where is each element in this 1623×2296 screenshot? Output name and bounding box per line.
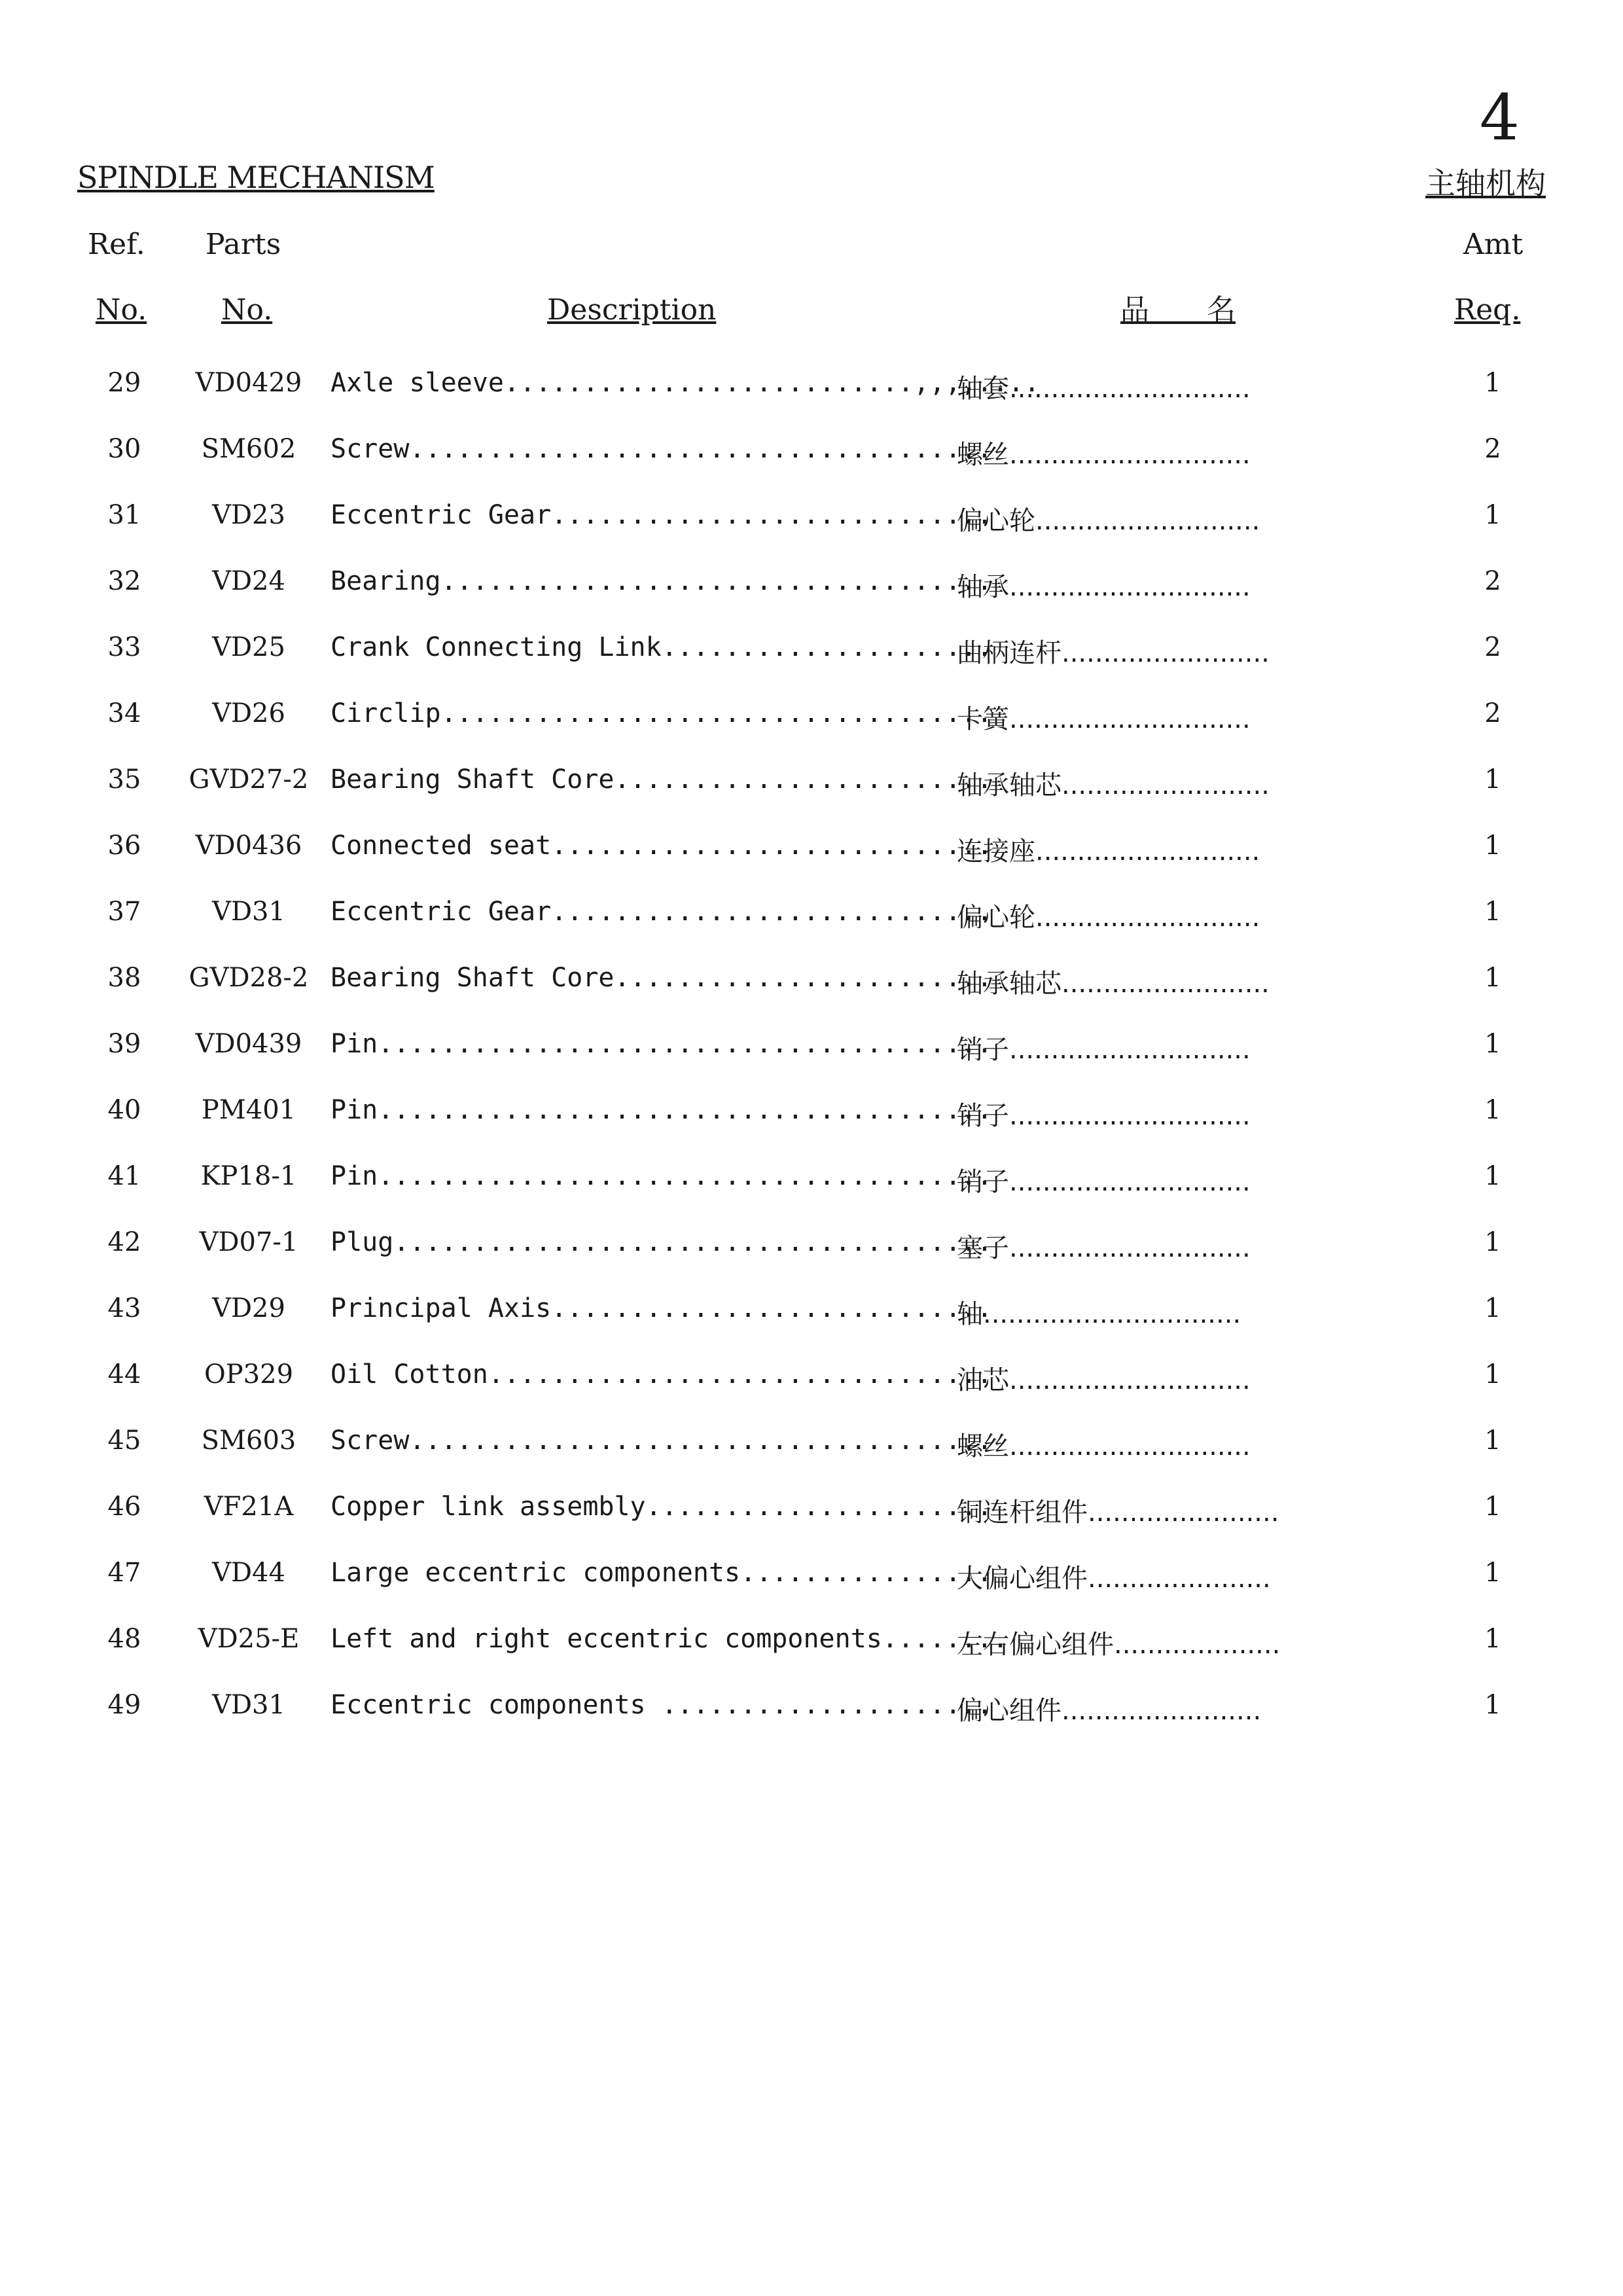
description: Bearing Shaft Core........................ <box>330 963 993 993</box>
table-row <box>0 1549 1623 1615</box>
name-zh: 偏心轮........................... <box>957 903 1260 933</box>
name-zh: 螺丝............................. <box>957 1431 1251 1462</box>
part-number: VD0436 <box>195 831 302 861</box>
amount-required: 1 <box>1484 500 1501 530</box>
table-row <box>0 755 1623 821</box>
amount-required: 1 <box>1484 368 1501 398</box>
table-row <box>0 1152 1623 1218</box>
amount-required: 2 <box>1484 632 1501 662</box>
amount-required: 1 <box>1484 1293 1501 1323</box>
description: Bearing................................... <box>330 566 993 596</box>
table-row <box>0 1416 1623 1482</box>
description: Copper link assembly...................... <box>330 1492 993 1522</box>
ref-number: 43 <box>107 1293 141 1323</box>
description: Large eccentric components................ <box>330 1558 993 1588</box>
description: Screw..................................... <box>330 434 993 464</box>
amount-required: 1 <box>1484 764 1501 795</box>
ref-number: 36 <box>107 831 141 861</box>
section-title-zh: 主轴机构 <box>1425 166 1546 201</box>
ref-number: 40 <box>107 1095 141 1125</box>
part-number: KP18-1 <box>200 1161 297 1191</box>
parts-table <box>0 359 1623 1747</box>
part-number: GVD27-2 <box>188 764 309 795</box>
part-number: GVD28-2 <box>188 963 309 993</box>
ref-number: 32 <box>107 566 141 596</box>
name-zh: 轴套............................. <box>957 374 1251 404</box>
table-row <box>0 1086 1623 1152</box>
part-number: VD31 <box>212 897 285 927</box>
description: Eccentric components ..................... <box>330 1690 993 1720</box>
name-zh: 偏心轮........................... <box>957 506 1260 536</box>
description: Left and right eccentric components........ <box>330 1624 1008 1654</box>
description: Oil Cotton................................ <box>330 1359 993 1390</box>
amount-required: 1 <box>1484 831 1501 861</box>
part-number: VD0429 <box>195 368 302 398</box>
part-number: VD25 <box>212 632 285 662</box>
description: Eccentric Gear............................ <box>330 500 993 530</box>
amount-required: 1 <box>1484 1095 1501 1125</box>
name-zh: 卡簧............................. <box>957 704 1251 734</box>
description: Screw..................................... <box>330 1426 993 1456</box>
name-zh: 塞子............................. <box>957 1233 1251 1263</box>
table-row <box>0 623 1623 689</box>
amount-required: 2 <box>1484 566 1501 596</box>
amount-required: 1 <box>1484 963 1501 993</box>
part-number: VD25-E <box>198 1624 300 1654</box>
header-description: Description <box>547 293 717 327</box>
table-row <box>0 1681 1623 1747</box>
description: Connected seat............................ <box>330 831 993 861</box>
part-number: VD26 <box>212 698 285 728</box>
ref-number: 35 <box>107 764 141 795</box>
name-zh: 曲柄连杆......................... <box>957 638 1270 668</box>
amount-required: 1 <box>1484 1426 1501 1456</box>
part-number: VD0439 <box>195 1029 302 1059</box>
amount-required: 1 <box>1484 1690 1501 1720</box>
table-row <box>0 1284 1623 1350</box>
header-ref-no: No. <box>96 293 147 327</box>
header-parts-top: Parts <box>205 228 281 261</box>
amount-required: 2 <box>1484 698 1501 728</box>
ref-number: 49 <box>107 1690 141 1720</box>
description: Axle sleeve..........................,,,,.... <box>330 368 1040 398</box>
part-number: OP329 <box>204 1359 294 1390</box>
name-zh: 轴承............................. <box>957 572 1251 602</box>
ref-number: 33 <box>107 632 141 662</box>
name-zh: 轴............................... <box>957 1299 1241 1329</box>
description: Principal Axis............................ <box>330 1293 993 1323</box>
header-name-zh: 品 名 <box>1120 293 1236 327</box>
table-row <box>0 1482 1623 1549</box>
description: Bearing Shaft Core........................ <box>330 764 993 795</box>
page-number: 4 <box>1479 81 1520 154</box>
table-row <box>0 425 1623 491</box>
description: Pin....................................... <box>330 1095 993 1125</box>
table-row <box>0 491 1623 557</box>
header-ref-top: Ref. <box>88 228 145 261</box>
amount-required: 1 <box>1484 1624 1501 1654</box>
name-zh: 油芯............................. <box>957 1365 1251 1395</box>
ref-number: 45 <box>107 1426 141 1456</box>
table-row <box>0 1615 1623 1681</box>
part-number: VD23 <box>212 500 285 530</box>
ref-number: 31 <box>107 500 141 530</box>
name-zh: 左右偏心组件.................... <box>957 1630 1281 1660</box>
ref-number: 29 <box>107 368 141 398</box>
part-number: VD31 <box>212 1690 285 1720</box>
name-zh: 连接座........................... <box>957 836 1260 867</box>
amount-required: 1 <box>1484 1161 1501 1191</box>
ref-number: 37 <box>107 897 141 927</box>
part-number: VD24 <box>212 566 285 596</box>
amount-required: 1 <box>1484 1227 1501 1257</box>
section-title-en: SPINDLE MECHANISM <box>77 160 435 195</box>
amount-required: 1 <box>1484 1359 1501 1390</box>
table-row <box>0 1218 1623 1284</box>
amount-required: 1 <box>1484 1558 1501 1588</box>
amount-required: 1 <box>1484 1492 1501 1522</box>
part-number: VF21A <box>204 1492 294 1522</box>
name-zh: 销子............................. <box>957 1101 1251 1131</box>
name-zh: 轴承轴芯......................... <box>957 969 1270 999</box>
description: Plug...................................... <box>330 1227 993 1257</box>
ref-number: 38 <box>107 963 141 993</box>
description: Pin....................................... <box>330 1161 993 1191</box>
description: Pin....................................... <box>330 1029 993 1059</box>
ref-number: 39 <box>107 1029 141 1059</box>
name-zh: 销子............................. <box>957 1167 1251 1197</box>
ref-number: 44 <box>107 1359 141 1390</box>
name-zh: 销子............................. <box>957 1035 1251 1065</box>
ref-number: 42 <box>107 1227 141 1257</box>
name-zh: 螺丝............................. <box>957 440 1251 470</box>
amount-required: 2 <box>1484 434 1501 464</box>
name-zh: 偏心组件........................ <box>957 1696 1262 1726</box>
amount-required: 1 <box>1484 1029 1501 1059</box>
name-zh: 铜连杆组件....................... <box>957 1498 1279 1528</box>
name-zh: 轴承轴芯......................... <box>957 770 1270 800</box>
ref-number: 47 <box>107 1558 141 1588</box>
name-zh: 大偏心组件...................... <box>957 1564 1271 1594</box>
table-row <box>0 1020 1623 1086</box>
description: Circlip................................... <box>330 698 993 728</box>
table-row <box>0 557 1623 623</box>
amount-required: 1 <box>1484 897 1501 927</box>
description: Eccentric Gear............................ <box>330 897 993 927</box>
part-number: PM401 <box>201 1095 296 1125</box>
table-row <box>0 888 1623 954</box>
part-number: VD07-1 <box>199 1227 298 1257</box>
ref-number: 30 <box>107 434 141 464</box>
header-req: Req. <box>1454 293 1521 327</box>
part-number: VD29 <box>212 1293 285 1323</box>
ref-number: 34 <box>107 698 141 728</box>
ref-number: 48 <box>107 1624 141 1654</box>
part-number: VD44 <box>212 1558 285 1588</box>
table-row <box>0 821 1623 888</box>
header-amt-top: Amt <box>1463 228 1524 261</box>
part-number: SM603 <box>201 1426 296 1456</box>
table-row <box>0 689 1623 755</box>
part-number: SM602 <box>201 434 296 464</box>
table-row <box>0 954 1623 1020</box>
description: Crank Connecting Link..................... <box>330 632 993 662</box>
table-row <box>0 1350 1623 1416</box>
header-parts-no: No. <box>221 293 273 327</box>
ref-number: 41 <box>107 1161 141 1191</box>
table-row <box>0 359 1623 425</box>
ref-number: 46 <box>107 1492 141 1522</box>
